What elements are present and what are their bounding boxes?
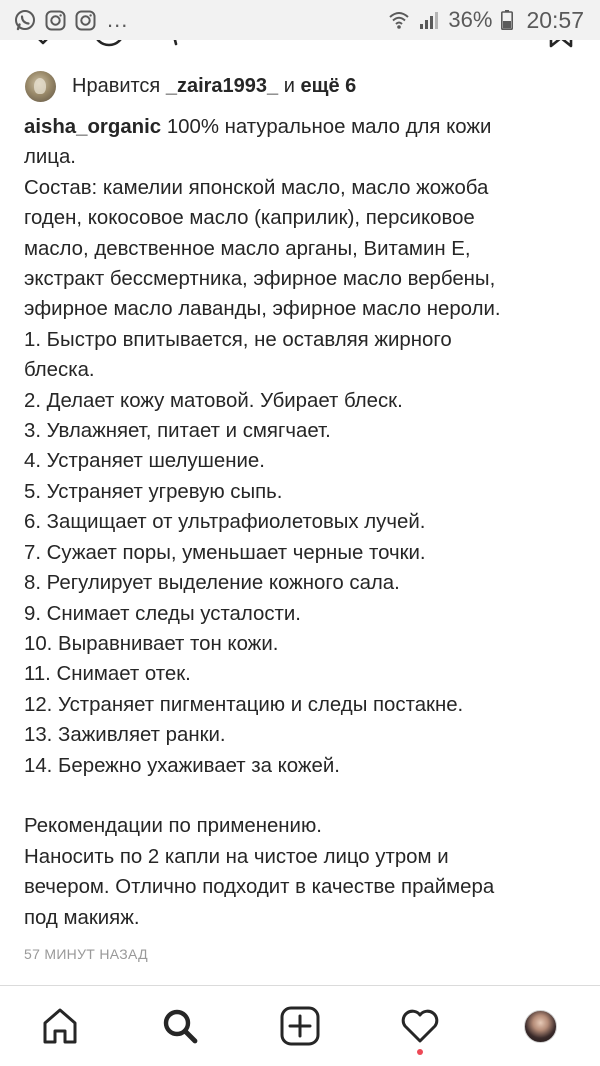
- caption-line: 8. Регулирует выделение кожного сала.: [24, 572, 400, 595]
- battery-icon: [501, 10, 513, 30]
- heart-icon: [399, 1006, 441, 1046]
- caption-body: [24, 142, 584, 933]
- caption-line: 9. Снимает следы усталости.: [24, 602, 301, 625]
- nav-home[interactable]: [0, 986, 120, 1066]
- home-icon: [40, 1006, 80, 1046]
- caption-line: 1. Быстро впитывается, не оставляя жирного: [24, 328, 452, 351]
- likes-conjunction: и: [283, 74, 295, 97]
- instagram-icon: [45, 10, 66, 31]
- post-timestamp: 57 МИНУТ НАЗАД: [24, 946, 148, 962]
- add-post-icon: [279, 1005, 321, 1047]
- caption-line: годен, кокосовое масло (каприлик), персиковое: [24, 207, 475, 230]
- wifi-icon: [388, 10, 410, 30]
- comment-icon[interactable]: [92, 40, 126, 48]
- liker-avatar: [25, 71, 56, 102]
- caption-line: лица.: [24, 146, 76, 169]
- nav-activity[interactable]: [360, 986, 480, 1066]
- caption-line: 12. Устраняет пигментацию и следы постакне.: [24, 693, 464, 716]
- liker-username[interactable]: _zaira1993_: [165, 74, 279, 97]
- caption-line: эфирное масло лаванды, эфирное масло нероли.: [24, 298, 501, 321]
- nav-new-post[interactable]: [240, 986, 360, 1066]
- bookmark-icon[interactable]: [548, 40, 574, 48]
- caption-line: 7. Сужает поры, уменьшает черные точки.: [24, 541, 426, 564]
- heart-icon[interactable]: [28, 40, 58, 46]
- status-notifications: [14, 9, 128, 31]
- caption-line: под макияж.: [24, 906, 140, 929]
- caption-line: Состав: камелии японской масло, масло жожоба: [24, 176, 489, 199]
- status-system: [388, 6, 584, 33]
- status-bar: [0, 0, 600, 40]
- post-caption: [24, 112, 584, 933]
- more-notifications-indicator: ...: [107, 7, 129, 32]
- caption-text: 100% натуральное мало для кожи: [166, 116, 492, 138]
- share-icon[interactable]: [166, 40, 186, 48]
- search-icon: [160, 1006, 200, 1046]
- caption-line: 5. Устраняет угревую сыпь.: [24, 480, 283, 503]
- clock: 20:57: [526, 6, 584, 33]
- nav-search[interactable]: [120, 986, 240, 1066]
- likes-prefix: Нравится: [72, 74, 161, 97]
- caption-line: экстракт бессмертника, эфирное масло вербены,: [24, 268, 496, 291]
- post-action-row: [0, 40, 600, 49]
- caption-line: 10. Выравнивает тон кожи.: [24, 632, 279, 655]
- battery-level: 36%: [448, 7, 493, 32]
- caption-line: 2. Делает кожу матовой. Убирает блеск.: [24, 389, 403, 412]
- caption-line: 14. Бережно ухаживает за кожей.: [24, 754, 340, 777]
- whatsapp-icon: [14, 9, 36, 31]
- caption-line: Рекомендации по применению.: [24, 815, 322, 838]
- caption-line: 6. Защищает от ультрафиолетовых лучей.: [24, 511, 426, 534]
- likes-others-count[interactable]: ещё 6: [300, 74, 357, 97]
- caption-username[interactable]: aisha_organic: [24, 116, 162, 138]
- caption-line: блеска.: [24, 359, 95, 382]
- bottom-navigation: [0, 985, 600, 1066]
- profile-avatar: [524, 1010, 557, 1043]
- notification-dot: [417, 1049, 423, 1055]
- caption-line: масло, девственное масло арганы, Витамин Е,: [24, 237, 471, 260]
- instagram-icon: [75, 10, 96, 31]
- caption-line: вечером. Отлично подходит в качестве праймера: [24, 876, 495, 899]
- signal-icon: [419, 10, 439, 30]
- caption-first-line: [24, 112, 584, 142]
- caption-line: 13. Заживляет ранки.: [24, 724, 226, 747]
- caption-line: 11. Снимает отек.: [24, 663, 191, 686]
- caption-line: Наносить по 2 капли на чистое лицо утром и: [24, 845, 449, 868]
- nav-profile[interactable]: [480, 986, 600, 1066]
- likes-summary[interactable]: [25, 70, 356, 102]
- caption-spacer: [24, 781, 584, 811]
- caption-line: 3. Увлажняет, питает и смягчает.: [24, 420, 331, 443]
- caption-line: 4. Устраняет шелушение.: [24, 450, 265, 473]
